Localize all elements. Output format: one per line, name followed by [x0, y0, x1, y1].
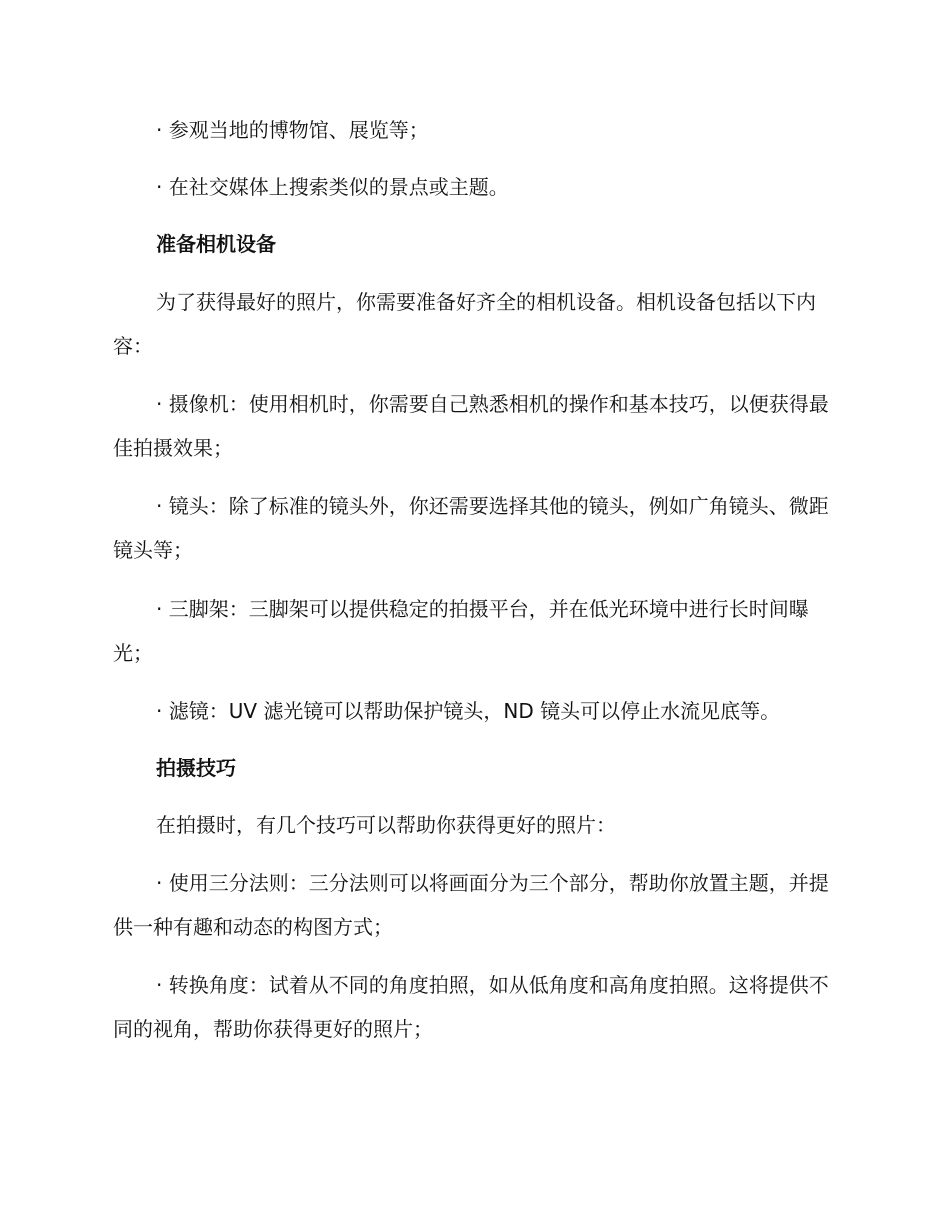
bullet-rule-of-thirds: · 使用三分法则：三分法则可以将画面分为三个部分，帮助你放置主题，并提供一种有趣和动态的构图方式； — [113, 871, 829, 939]
bullet-social-media: · 在社交媒体上搜索类似的景点或主题。 — [156, 175, 509, 199]
paragraph-equipment-intro: 为了获得最好的照片，你需要准备好齐全的相机设备。相机设备包括以下内容： — [113, 290, 816, 358]
bullet-filter: · 滤镜：UV 滤光镜可以帮助保护镜头，ND 镜头可以停止水流见底等。 — [156, 699, 781, 723]
bullet-tripod: · 三脚架：三脚架可以提供稳定的拍摄平台，并在低光环境中进行长时间曝光； — [113, 597, 809, 665]
bullet-museums: · 参观当地的博物馆、展览等； — [156, 118, 429, 142]
heading-camera-equipment: 准备相机设备 — [156, 232, 276, 256]
bullet-lens: · 镜头：除了标准的镜头外，你还需要选择其他的镜头，例如广角镜头、微距镜头等； — [113, 494, 829, 562]
paragraph-tips-intro: 在拍摄时，有几个技巧可以帮助你获得更好的照片： — [156, 813, 616, 837]
bullet-camera: · 摄像机：使用相机时，你需要自己熟悉相机的操作和基本技巧，以便获得最佳拍摄效果； — [113, 392, 829, 460]
bullet-change-angle: · 转换角度：试着从不同的角度拍照，如从低角度和高角度拍照。这将提供不同的视角，帮助你获得更好的照片； — [113, 973, 829, 1041]
heading-shooting-tips: 拍摄技巧 — [156, 756, 236, 780]
